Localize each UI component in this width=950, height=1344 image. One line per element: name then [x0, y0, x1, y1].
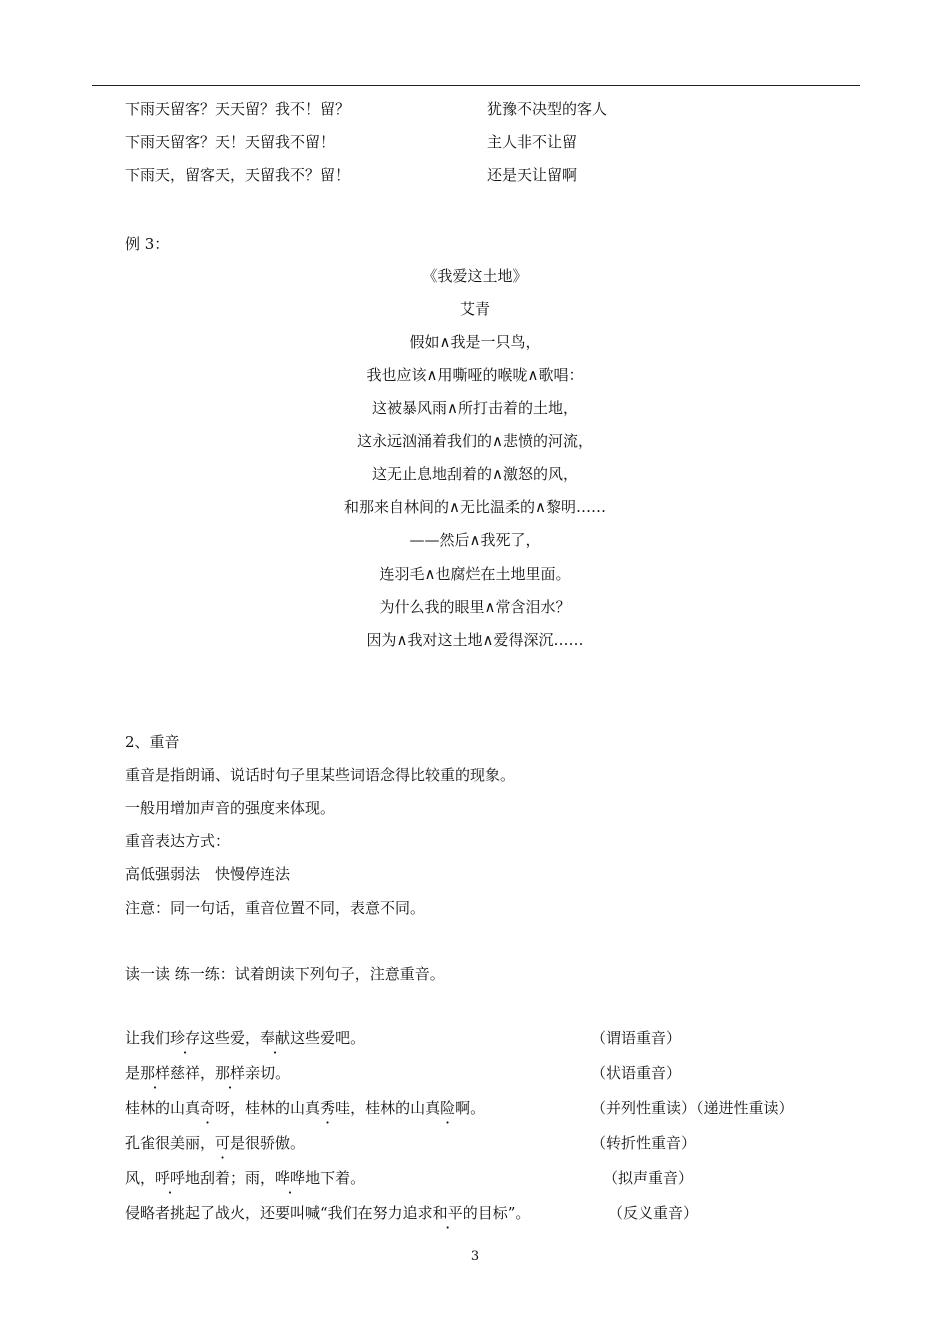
poem-line: 这永远汹涌着我们的∧悲愤的河流，	[357, 432, 593, 450]
poem-line: 假如∧我是一只鸟，	[409, 333, 541, 351]
sentence-text: 是	[125, 1064, 141, 1082]
stressed-word: 和平	[432, 1204, 463, 1222]
stay-meaning-3: 还是天让留啊	[487, 166, 578, 184]
stress-note: （拟声重音）	[603, 1169, 694, 1187]
stress-sentence	[125, 1133, 305, 1153]
stressed-word: 那样	[215, 1064, 246, 1082]
stress-note: （谓语重音）	[591, 1029, 682, 1047]
sentence-text: 风，	[125, 1169, 156, 1187]
stressed-word: 呼呼	[155, 1169, 186, 1187]
section-heading: 2、重音	[125, 733, 180, 751]
sentence-text: 桂林的山真	[125, 1099, 201, 1117]
sentence-text: 地刮着；雨，	[185, 1169, 276, 1187]
stressed-word: 奉献	[260, 1029, 291, 1047]
stressed-word: 珍存	[170, 1029, 201, 1047]
sentence-text: 啊。	[455, 1099, 486, 1117]
stressed-word: 险	[440, 1099, 456, 1117]
poem-line: ——然后∧我死了，	[409, 531, 541, 549]
paragraph: 一般用增加声音的强度来体现。	[125, 799, 336, 817]
sentence-text: 哇，桂林的山真	[335, 1099, 441, 1117]
poem-line: 这被暴风雨∧所打击着的土地，	[372, 399, 578, 417]
stress-sentence	[125, 1028, 365, 1048]
sentence-text: 亲切。	[245, 1064, 291, 1082]
paragraph: 重音是指朗诵、说话时句子里某些词语念得比较重的现象。	[125, 766, 516, 784]
stress-sentence	[125, 1098, 485, 1118]
sentence-text: 是很骄傲。	[230, 1134, 306, 1152]
sentence-text: 这些爱吧。	[290, 1029, 366, 1047]
stressed-word: 可	[215, 1134, 231, 1152]
sentence-text: 孔雀很美丽，	[125, 1134, 216, 1152]
stress-note: （转折性重音）	[591, 1134, 697, 1152]
sentence-text: 让我们	[125, 1029, 171, 1047]
stay-sentence-2: 下雨天留客？天！天留我不留！	[125, 133, 336, 151]
stress-sentence	[125, 1168, 365, 1188]
poem-line: 连羽毛∧也腐烂在土地里面。	[379, 565, 571, 583]
poem-title: 《我爱这土地》	[422, 267, 528, 285]
poem-line: 因为∧我对这土地∧爱得深沉……	[366, 631, 584, 649]
stress-sentence	[125, 1063, 290, 1083]
stressed-word: 奇	[200, 1099, 216, 1117]
sentence-text: 的目标”。	[462, 1204, 531, 1222]
poem-line: 我也应该∧用嘶哑的喉咙∧歌唱：	[366, 366, 584, 384]
stay-meaning-2: 主人非不让留	[487, 133, 578, 151]
poem-author: 艾青	[459, 300, 490, 318]
sentence-text: 慈祥，	[170, 1064, 216, 1082]
stress-note: （状语重音）	[591, 1064, 682, 1082]
stress-sentence	[125, 1203, 530, 1223]
example-3-label: 例 3：	[125, 235, 170, 253]
practice-instruction: 读一读 练一练：试着朗读下列句子，注意重音。	[125, 965, 445, 983]
poem-line: 这无止息地刮着的∧激怒的风，	[372, 465, 578, 483]
stressed-word: 秀	[320, 1099, 336, 1117]
stressed-word: 那样	[140, 1064, 171, 1082]
poem-line: 为什么我的眼里∧常含泪水？	[379, 598, 571, 616]
paragraph: 注意：同一句话，重音位置不同，表意不同。	[125, 899, 426, 917]
sentence-text: 地下着。	[305, 1169, 366, 1187]
page-number: 3	[470, 1249, 480, 1264]
stay-meaning-1: 犹豫不决型的客人	[487, 100, 608, 118]
sentence-text: 这些爱，	[200, 1029, 261, 1047]
stay-sentence-1: 下雨天留客？天天留？我不！留？	[125, 100, 351, 118]
sentence-text: 呀，桂林的山真	[215, 1099, 321, 1117]
paragraph: 高低强弱法 快慢停连法	[125, 865, 291, 883]
stay-sentence-3: 下雨天，留客天，天留我不？留！	[125, 166, 351, 184]
stressed-word: 哗哗	[275, 1169, 306, 1187]
poem-line: 和那来自林间的∧无比温柔的∧黎明……	[344, 498, 606, 516]
header-rule	[92, 85, 860, 86]
stress-note: （并列性重读）（递进性重读）	[591, 1099, 794, 1117]
paragraph: 重音表达方式：	[125, 832, 231, 850]
sentence-text: 侵略者挑起了战火，还要叫喊“我们在努力追求	[125, 1204, 433, 1222]
stress-note: （反义重音）	[608, 1204, 699, 1222]
